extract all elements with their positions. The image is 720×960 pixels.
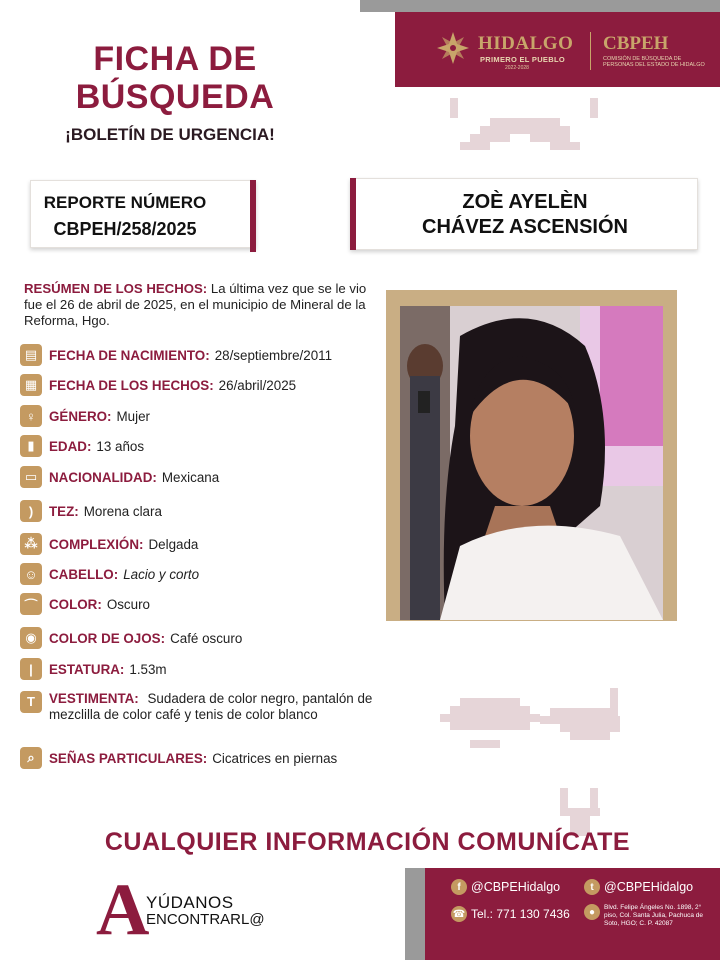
logo-divider (590, 32, 591, 70)
hidalgo-logo: HIDALGO (478, 33, 574, 54)
field-label: GÉNERO: (49, 408, 112, 424)
phone-number: Tel.: 771 130 7436 (471, 907, 570, 921)
eye-icon: ◉ (20, 627, 42, 649)
field-label: SEÑAS PARTICULARES: (49, 750, 208, 766)
field-label: NACIONALIDAD: (49, 469, 157, 485)
gender-icon: ♀ (20, 405, 42, 427)
phone-icon: ☎ (451, 906, 467, 922)
summary-text: La última vez que se le vio fue el 26 de abril de 2025, en el municipio de Mineral de la Reforma, Hgo. (24, 281, 367, 328)
summary (24, 281, 374, 329)
cake-icon: ▤ (20, 344, 42, 366)
hidalgo-years: 2022-2028 (505, 65, 529, 71)
field-value: Lacio y corto (123, 566, 200, 582)
hidalgo-logo-icon (435, 30, 471, 66)
campaign-logo-line-1: YÚDANOS (146, 893, 234, 912)
field-height (20, 657, 167, 681)
bird-motif (440, 688, 620, 748)
phone-contact[interactable] (451, 906, 570, 922)
address-text: Blvd. Felipe Ángeles No. 1898, 2° piso, Col. Santa Julia, Pachuca de Soto, HGO; C. P. 42087 (604, 904, 704, 927)
cbpeh-logo: CBPEH (603, 33, 669, 54)
field-build (20, 532, 198, 556)
field-hair (20, 562, 199, 586)
person-name-line-2: CHÁVEZ ASCENSIÓN (422, 216, 628, 238)
magnifier-icon: ⌕ (20, 747, 42, 769)
location-pin-icon: ● (584, 904, 600, 920)
field-value: Morena clara (83, 503, 162, 519)
field-label: TEZ: (49, 503, 79, 519)
field-label: COLOR: (49, 596, 102, 612)
field-clothing-text (49, 691, 419, 723)
field-label: CABELLO: (49, 566, 119, 582)
facebook-handle: @CBPEHidalgo (471, 880, 561, 894)
cbpeh-full-name: COMISIÓN DE BÚSQUEDA DE PERSONAS DEL ESTADO DE HIDALGO (603, 56, 705, 68)
hidalgo-slogan: PRIMERO EL PUEBLO (480, 55, 565, 64)
skin-icon: ) (20, 500, 42, 522)
height-icon: | (20, 658, 42, 680)
id-card-icon: ▭ (20, 466, 42, 488)
twitter-icon: t (584, 879, 600, 895)
person-name-line-1: ZOÈ AYELÈN (462, 191, 588, 213)
person-name (360, 190, 690, 240)
urgency-subtitle: ¡BOLETÍN DE URGENCIA! (65, 125, 275, 144)
page-title (50, 40, 300, 116)
bird-motif (450, 98, 598, 150)
body-icon: ⁂ (20, 533, 42, 555)
field-value: Oscuro (106, 596, 150, 612)
call-to-action: CUALQUIER INFORMACIÓN COMUNÍCATE (104, 828, 631, 856)
field-label: ESTATURA: (49, 661, 125, 677)
name-card-accent (350, 178, 356, 250)
field-label: COMPLEXIÓN: (49, 536, 144, 552)
campaign-logo-letter: A (96, 869, 150, 951)
field-label: FECHA DE LOS HECHOS: (49, 377, 214, 393)
field-age (20, 434, 144, 458)
field-value: 26/abril/2025 (218, 377, 297, 393)
field-value: 1.53m (129, 661, 167, 677)
field-birth-date (20, 343, 332, 367)
campaign-logo-line-2: ENCONTRARL@ (146, 911, 265, 928)
title-line-2: BÚSQUEDA (75, 78, 275, 116)
title-line-1: FICHA DE (93, 40, 257, 78)
report-card-accent (250, 180, 256, 252)
field-hair-color (20, 592, 150, 616)
field-value: 28/septiembre/2011 (214, 347, 333, 363)
field-distinguishing-marks (20, 746, 337, 770)
age-icon: ▮ (20, 435, 42, 457)
field-value: Mexicana (161, 469, 220, 485)
facebook-contact[interactable] (451, 879, 560, 895)
twitter-contact[interactable] (584, 879, 693, 895)
address-contact (584, 904, 716, 928)
field-label: COLOR DE OJOS: (49, 630, 166, 646)
field-value: 13 años (96, 438, 145, 454)
field-gender (20, 404, 150, 428)
summary-label: RESÚMEN DE LOS HECHOS: (24, 281, 208, 296)
report-label: REPORTE NÚMERO (43, 193, 207, 212)
field-label: VESTIMENTA: (49, 691, 139, 706)
field-label: FECHA DE NACIMIENTO: (49, 347, 210, 363)
field-clothing (20, 691, 420, 723)
field-value: Sudadera de color negro, pantalón de mezclilla de color café y tenis de color blanco (49, 691, 373, 722)
calendar-icon: ▦ (20, 374, 42, 396)
person-photo-illustration (400, 306, 663, 620)
person-photo (400, 306, 663, 620)
field-value: Cicatrices en piernas (212, 750, 338, 766)
report-number: CBPEH/258/2025 (53, 219, 197, 239)
field-value: Delgada (148, 536, 199, 552)
field-event-date (20, 373, 296, 397)
facebook-icon: f (451, 879, 467, 895)
header-accent (360, 0, 720, 12)
field-nationality (20, 465, 219, 489)
field-eye-color (20, 626, 242, 650)
hair-color-icon: ⌒ (20, 593, 42, 615)
hair-icon: ☺ (20, 563, 42, 585)
twitter-handle: @CBPEHidalgo (604, 880, 694, 894)
shirt-icon: T (20, 691, 42, 713)
field-skin (20, 499, 162, 523)
field-value: Mujer (116, 408, 150, 424)
field-value: Café oscuro (170, 630, 243, 646)
field-label: EDAD: (49, 438, 92, 454)
